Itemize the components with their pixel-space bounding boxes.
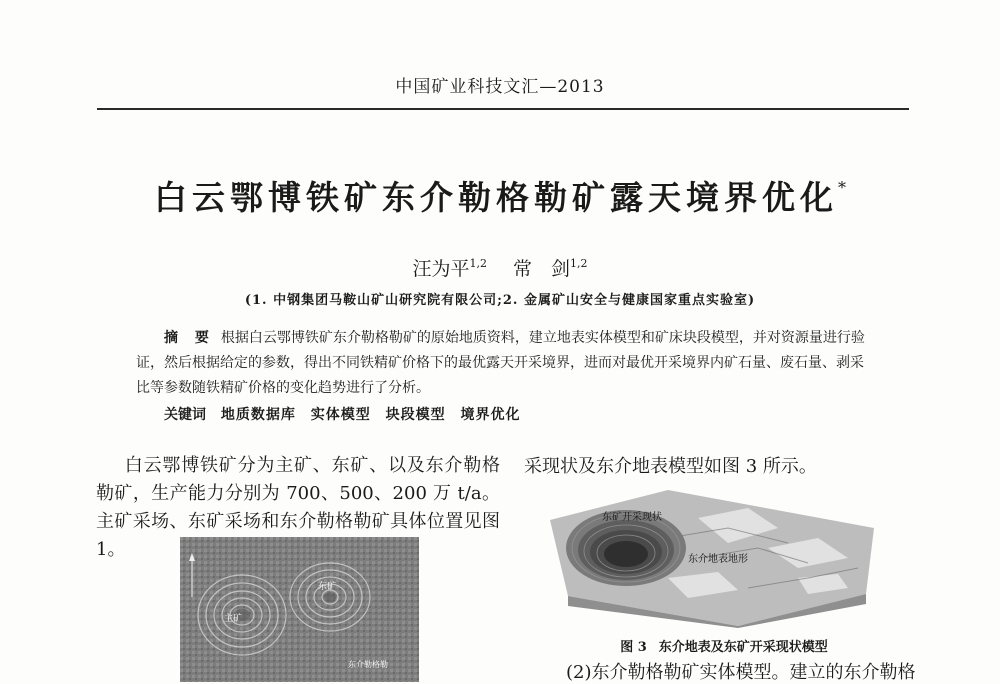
figure-3-terrain-model xyxy=(548,488,874,628)
keyword: 实体模型 xyxy=(310,407,371,423)
figure-1-label: 东介勒格勒 xyxy=(348,660,388,669)
figure-3-label: 东介地表地形 xyxy=(688,554,748,565)
author-name: 常 剑 xyxy=(513,258,571,280)
author-affiliation-mark: 1,2 xyxy=(570,257,588,270)
author-name: 汪为平 xyxy=(412,258,470,280)
figure-1-satellite-image xyxy=(180,537,419,682)
body-text-left: 白云鄂博铁矿分为主矿、东矿、以及东介勒格勒矿，生产能力分别为 700、500、200 万 t/a。主矿采场、东矿采场和东介勒格勒矿具体位置见图1。 xyxy=(96,455,500,560)
figure-3-caption xyxy=(524,636,924,655)
keywords xyxy=(164,404,521,424)
figure-1-label: 主矿 xyxy=(224,614,243,624)
keywords-label: 关键词 xyxy=(164,407,206,423)
title-text: 白云鄂博铁矿东介勒格勒矿露天境界优化 xyxy=(154,178,838,217)
abstract-text: 根据白云鄂博铁矿东介勒格勒矿的原始地质资料，建立地表实体模型和矿床块段模型，并对资源量进行验证，然后根据给定的参数，得出不同铁精矿价格下的最优露天开采境界，进而对最优开采境界内矿石量、废石量、剥采比等参数随铁精矿价格的变化趋势进行了分析。 xyxy=(136,330,865,396)
figure-3-caption-text: 东介地表及东矿开采现状模型 xyxy=(658,640,828,655)
journal-header: 中国矿业科技文汇—2013 xyxy=(395,77,605,97)
keyword: 块段模型 xyxy=(385,407,446,423)
abstract xyxy=(136,326,870,401)
article-title xyxy=(0,172,1000,219)
author-line xyxy=(0,254,1000,281)
header-rule xyxy=(97,108,909,110)
body-text-right-bottom: (2)东介勒格勒矿实体模型。建立的东介勒格 xyxy=(566,662,916,683)
figure-3-label: 东矿开采现状 xyxy=(602,512,662,523)
figure-1-label: 东矿 xyxy=(318,582,337,592)
abstract-label: 摘 要 xyxy=(164,330,215,346)
figure-3-number: 图 3 xyxy=(620,640,647,655)
keyword: 境界优化 xyxy=(460,407,521,423)
body-text-right-top: 采现状及东介地表模型如图 3 所示。 xyxy=(524,456,817,477)
title-footnote-mark: * xyxy=(838,178,846,197)
keyword: 地质数据库 xyxy=(220,407,296,423)
affiliation: (1. 中钢集团马鞍山矿山研究院有限公司;2. 金属矿山安全与健康国家重点实验室) xyxy=(244,293,756,308)
author-affiliation-mark: 1,2 xyxy=(469,257,487,270)
